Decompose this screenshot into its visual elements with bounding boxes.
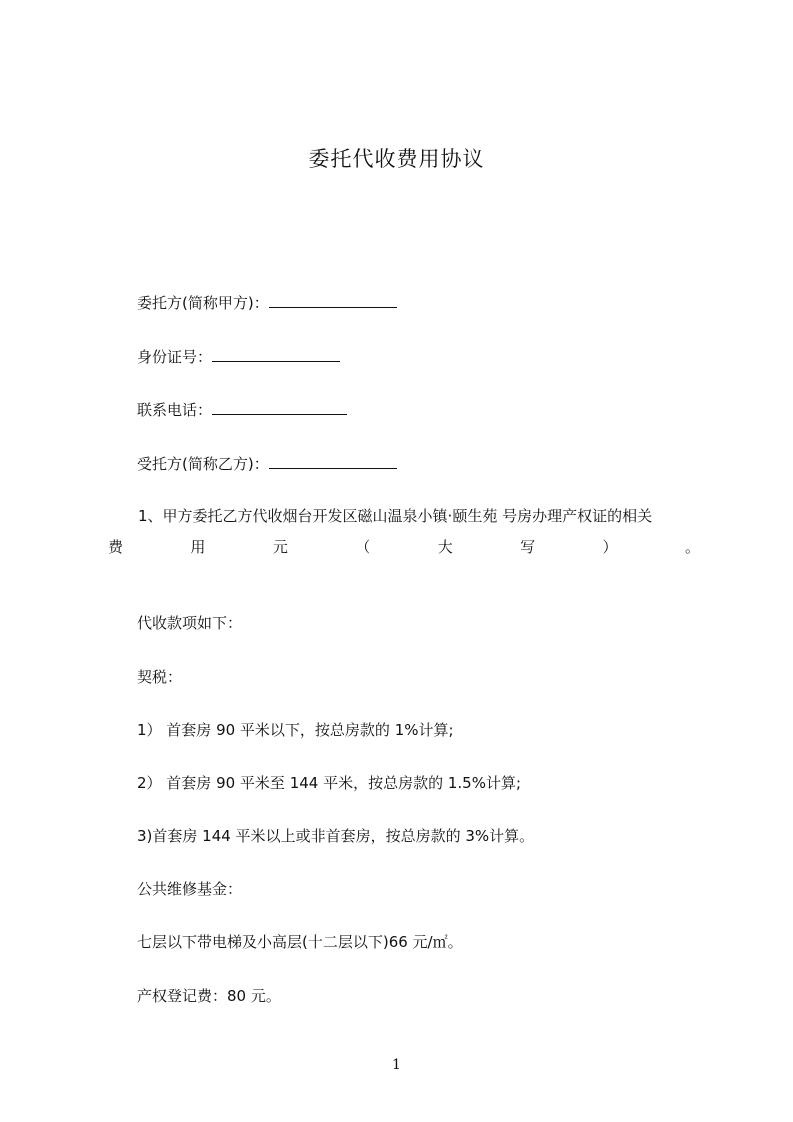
phone-label: 联系电话： — [137, 401, 213, 419]
clause-1-line-2 — [108, 536, 700, 557]
registration-fee: 产权登记费：80 元。 — [137, 987, 281, 1005]
party-b-field — [137, 453, 397, 474]
deed-tax-rule-3: 3)首套房 144 平米以上或非首套房，按总房款的 3%计算。 — [137, 827, 535, 845]
party-a-blank[interactable] — [269, 293, 397, 308]
clause-1-char: 大 — [437, 538, 453, 556]
clause-1-char: ） — [602, 538, 618, 556]
maintenance-fund-heading: 公共维修基金： — [137, 880, 243, 898]
clause-1-char: 元 — [272, 538, 288, 556]
page-number: 1 — [392, 1057, 401, 1073]
clause-1-char: 用 — [190, 538, 206, 556]
clause-1-char: 。 — [684, 538, 700, 556]
party-b-label: 受托方(简称乙方)： — [137, 455, 269, 473]
phone-blank[interactable] — [212, 400, 347, 415]
party-a-label: 委托方(简称甲方)： — [137, 294, 269, 312]
clause-1 — [108, 505, 700, 557]
deed-tax-rule-1: 1） 首套房 90 平米以下，按总房款的 1%计算; — [137, 721, 454, 739]
clause-1-char: 写 — [520, 538, 536, 556]
clause-1-char: 费 — [108, 538, 124, 556]
maintenance-fund-rate: 七层以下带电梯及小高层(十二层以下)66 元/㎡。 — [137, 933, 463, 951]
deed-tax-rule-2: 2） 首套房 90 平米至 144 平米，按总房款的 1.5%计算; — [137, 774, 522, 792]
clause-1-line-1: 1、甲方委托乙方代收烟台开发区磁山温泉小镇·颐生苑 号房办理产权证的相关 — [138, 507, 653, 525]
id-number-blank[interactable] — [212, 347, 340, 362]
document-title: 委托代收费用协议 — [308, 147, 485, 171]
items-heading: 代收款项如下： — [137, 614, 243, 632]
party-b-blank[interactable] — [269, 454, 397, 469]
phone-field — [137, 399, 347, 420]
clause-1-char: （ — [355, 538, 371, 556]
id-number-label: 身份证号： — [137, 348, 213, 366]
party-a-field — [137, 292, 397, 313]
deed-tax-heading: 契税： — [137, 668, 183, 686]
id-number-field — [137, 346, 340, 367]
